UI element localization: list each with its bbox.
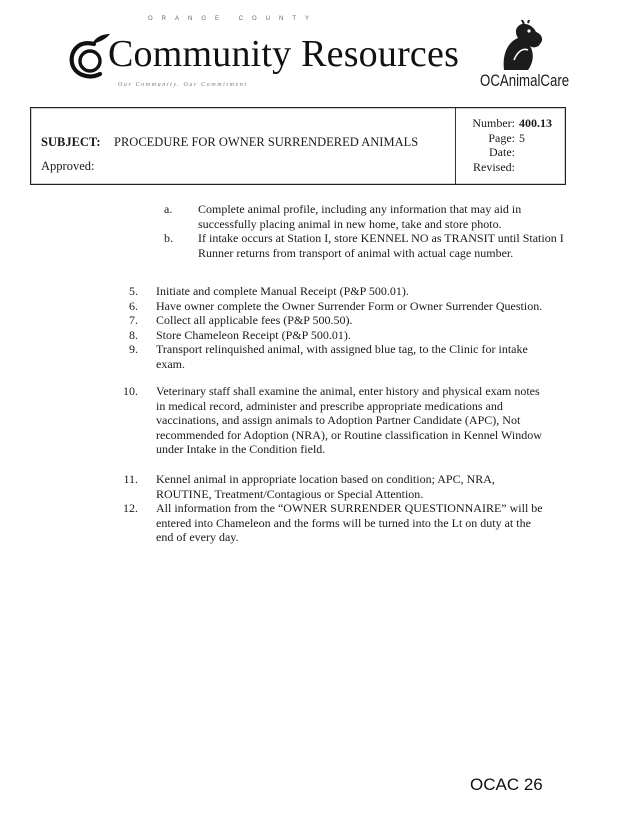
list-item-text: Transport relinquished animal, with assigned blue tag, to the Clinic for intake exam. bbox=[156, 342, 528, 371]
list-item-text: Veterinary staff shall examine the animal, enter history and physical exam notes in medical record, administer and prescribe appropriate medications and vaccinations, and assign animals to Adoption Partner Candidate (APC), Not recommended for Adoption (NRA), or Routine classification in Kennel Window under Intake in the Condition field. bbox=[156, 384, 542, 457]
list-item-number: 11. bbox=[123, 472, 138, 486]
list-item-number: 6. bbox=[129, 298, 138, 313]
document-meta bbox=[463, 116, 552, 174]
meta-number-row bbox=[463, 116, 552, 131]
sub-item-text: Complete animal profile, including any information that may aid in successfully placing animal in new home, take and store photo. bbox=[198, 202, 522, 231]
sub-item-marker: b. bbox=[164, 231, 173, 245]
list-item-number: 8. bbox=[129, 327, 138, 342]
list-item-text: Have owner complete the Owner Surrender Form or Owner Surrender Question. bbox=[156, 298, 543, 313]
box-divider bbox=[455, 108, 456, 184]
subject-box bbox=[30, 107, 566, 185]
list-item-text: All information from the “OWNER SURRENDER QUESTIONNAIRE” will be entered into Chameleon and the forms will be turned into the Lt on duty at the end of every day. bbox=[156, 501, 543, 545]
meta-date-row bbox=[463, 145, 515, 160]
org-name: Community Resources bbox=[108, 33, 460, 75]
number-label: Number: bbox=[472, 116, 515, 130]
list-item-number: 12. bbox=[123, 501, 138, 515]
sub-item-marker: a. bbox=[164, 202, 173, 216]
page-code: OCAC 26 bbox=[470, 775, 543, 794]
page-label: Page: bbox=[488, 130, 515, 145]
org-tagline: Our Community. Our Commitment bbox=[118, 82, 248, 88]
page-value: 5 bbox=[519, 130, 525, 145]
subject-text: PROCEDURE FOR OWNER SURRENDERED ANIMALS bbox=[114, 135, 419, 149]
list-item-text: Kennel animal in appropriate location based on condition; APC, NRA, ROUTINE, Treatment/Contagious or Special Attention. bbox=[156, 472, 495, 501]
list-item-number: 10. bbox=[123, 384, 138, 398]
meta-page-row bbox=[463, 130, 525, 146]
meta-revised-row bbox=[463, 160, 515, 175]
revised-label: Revised: bbox=[473, 159, 515, 174]
list-item-text: Store Chameleon Receipt (P&P 500.01). bbox=[156, 327, 351, 342]
org-top-text: ORANGE COUNTY bbox=[148, 16, 319, 22]
list-item-number: 7. bbox=[129, 313, 138, 327]
sub-item-text: If intake occurs at Station I, store KENNEL NO as TRANSIT until Station I Runner returns from transport of animal with actual cage number. bbox=[198, 231, 564, 260]
animal-care-logo-icon bbox=[494, 20, 546, 76]
list-item-text: Collect all applicable fees (P&P 500.50). bbox=[156, 313, 353, 327]
animal-care-name: OCAnimalCare bbox=[480, 71, 570, 90]
date-label: Date: bbox=[489, 145, 515, 159]
approved-label: Approved: bbox=[41, 159, 95, 173]
list-item-number: 9. bbox=[129, 342, 138, 356]
list-item-text: Initiate and complete Manual Receipt (P&P 500.01). bbox=[156, 284, 409, 298]
letterhead bbox=[0, 0, 638, 100]
number-value: 400.13 bbox=[519, 116, 552, 130]
list-item-number: 5. bbox=[129, 284, 138, 298]
subject-label: SUBJECT: bbox=[41, 135, 101, 149]
